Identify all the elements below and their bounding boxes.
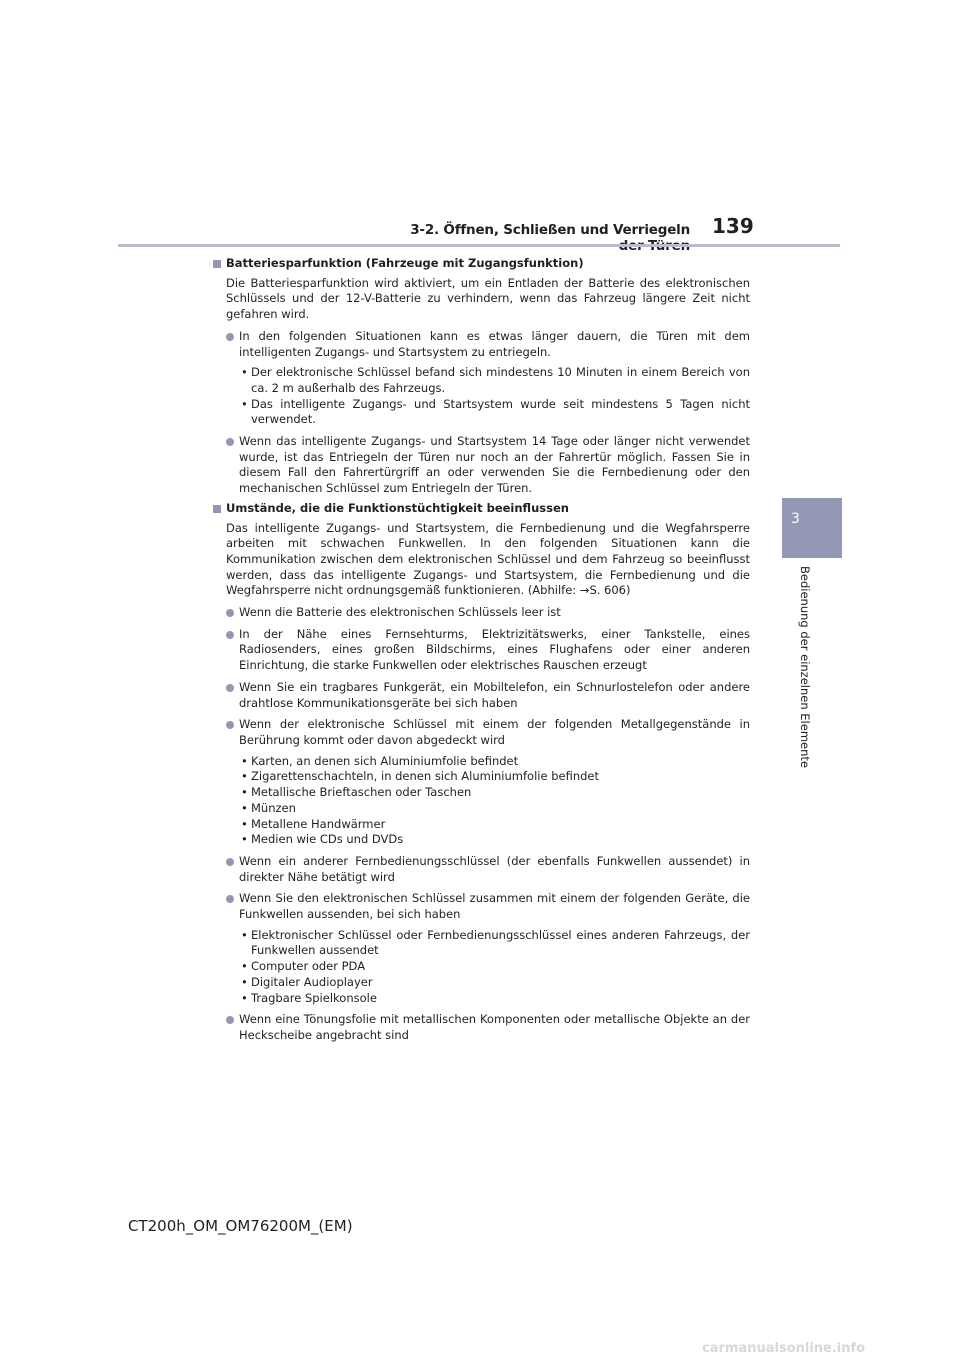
small-dot-icon: • (241, 800, 248, 815)
section-paragraph: Die Batteriesparfunktion wird aktiviert, um ein Entladen der Batterie des elektronischen Schlüssels und der 12-V-Batterie zu verhindern, wenn das Fahrzeug längere Zeit nicht gefahren wird. (226, 275, 750, 322)
bullet-item (213, 854, 750, 885)
circle-bullet-icon (226, 438, 234, 446)
circle-bullet-icon (226, 858, 234, 866)
square-bullet-icon (213, 260, 221, 268)
document-code: CT200h_OM_OM76200M_(EM) (128, 1217, 353, 1235)
sub-bullet-text: Tragbare Spielkonsole (251, 990, 377, 1005)
sub-bullet-item (213, 397, 750, 428)
bullet-text: Wenn der elektronische Schlüssel mit einem der folgenden Metallgegenstände in Berührung kommt oder davon abgedeckt wird (239, 717, 750, 747)
sub-bullet-text: Das intelligente Zugangs- und Startsystem wurde seit mindestens 5 Tagen nicht verwendet. (251, 396, 750, 427)
sub-bullet-item (213, 801, 750, 817)
bullet-text: Wenn das intelligente Zugangs- und Startsystem 14 Tage oder länger nicht verwendet wurde, ist das Entriegeln der Türen nur noch an der Fahrertür möglich. Fassen Sie in diesem Fall den Fahrertürgriff an oder verwenden Sie die Fernbedienung oder den mechanischen Schlüssel zum Entriegeln der Türen. (239, 434, 750, 496)
sub-bullet-text: Münzen (251, 800, 296, 815)
bullet-item (213, 1012, 750, 1043)
section-heading (213, 501, 750, 517)
small-dot-icon: • (241, 785, 248, 800)
bullet-item (213, 680, 750, 711)
content (213, 256, 750, 1044)
sub-bullet-item (213, 975, 750, 991)
circle-bullet-icon (226, 1016, 234, 1024)
bullet-text: Wenn Sie den elektronischen Schlüssel zusammen mit einem der folgenden Geräte, die Funkwellen aussenden, bei sich haben (239, 891, 750, 922)
watermark: carmanualsonline.info (702, 1341, 866, 1356)
small-dot-icon: • (241, 974, 248, 989)
sub-bullet-text: Der elektronische Schlüssel befand sich mindestens 10 Minuten in einem Bereich von ca. 2 m außerhalb des Fahrzeugs. (251, 365, 750, 395)
bullet-text: Wenn ein anderer Fernbedienungsschlüssel (der ebenfalls Funkwellen aussendet) in direkter Nähe betätigt wird (239, 853, 750, 884)
bullet-text: Wenn die Batterie des elektronischen Schlüssels leer ist (239, 605, 561, 620)
sub-bullet-item (213, 769, 750, 785)
bullet-item (213, 891, 750, 922)
bullet-item (213, 605, 750, 621)
bullet-item (213, 627, 750, 674)
sub-bullet-item (213, 832, 750, 848)
sub-bullet-item (213, 754, 750, 770)
circle-bullet-icon (226, 684, 234, 692)
small-dot-icon: • (241, 959, 248, 974)
circle-bullet-icon (226, 895, 234, 903)
section-heading-text: Umstände, die die Funktionstüchtigkeit beeinflussen (226, 500, 569, 515)
circle-bullet-icon (226, 721, 234, 729)
small-dot-icon: • (241, 396, 248, 411)
sub-bullet-item (213, 365, 750, 396)
small-dot-icon: • (241, 816, 248, 831)
sub-bullet-item (213, 817, 750, 833)
circle-bullet-icon (226, 609, 234, 617)
section-paragraph: Das intelligente Zugangs- und Startsystem, die Fernbedienung und die Wegfahrsperre arbeiten mit schwachen Funkwellen. In den folgenden Situationen kann die Kommunikation zwischen dem elektronischen Schlüssel und dem Fahrzeug so beeinflusst werden, dass das intelligente Zugangs- und Startsystem, die Fernbedienung und die Wegfahrsperre nicht ordnungsgemäß funktionieren. (Abhilfe: →S. 606) (226, 520, 750, 598)
page-number: 139 (712, 214, 754, 238)
chapter-tab (782, 498, 842, 558)
bullet-item (213, 329, 750, 360)
sub-bullet-text: Computer oder PDA (251, 959, 366, 974)
bullet-text: Wenn Sie ein tragbares Funkgerät, ein Mobiltelefon, ein Schnurlostelefon oder andere drahtlose Kommunikationsgeräte bei sich haben (239, 679, 750, 710)
sub-bullet-text: Medien wie CDs und DVDs (251, 832, 404, 847)
sub-bullet-item (213, 959, 750, 975)
header-rule (118, 244, 840, 247)
chapter-number: 3 (791, 511, 800, 527)
bullet-text: In der Nähe eines Fernsehturms, Elektrizitätswerks, einer Tankstelle, eines Radiosenders, eines großen Bildschirms, eines Flughafens oder einer anderen Einrichtung, die starke Funkwellen oder elektrisches Rauschen erzeugt (239, 626, 750, 673)
section-heading (213, 256, 750, 272)
bullet-text: In den folgenden Situationen kann es etwas länger dauern, die Türen mit dem intelligenten Zugangs- und Startsystem zu entriegeln. (239, 328, 750, 359)
circle-bullet-icon (226, 333, 234, 341)
small-dot-icon: • (241, 769, 248, 784)
small-dot-icon: • (241, 832, 248, 847)
section-heading-text: Batteriesparfunktion (Fahrzeuge mit Zugangsfunktion) (226, 256, 584, 270)
sub-bullet-item (213, 928, 750, 959)
small-dot-icon: • (241, 753, 248, 768)
section-header: 3-2. Öffnen, Schließen und Verriegeln (410, 222, 690, 238)
sub-bullet-text: Karten, an denen sich Aluminiumfolie befindet (251, 753, 519, 768)
sub-bullet-text: Elektronischer Schlüssel oder Fernbedienungsschlüssel eines anderen Fahrzeugs, der Funkwellen aussendet (251, 927, 750, 958)
sub-bullet-text: Zigarettenschachteln, in denen sich Aluminiumfolie befindet (251, 769, 599, 784)
sub-bullet-item (213, 785, 750, 801)
sub-bullet-text: Metallene Handwärmer (251, 816, 386, 831)
small-dot-icon: • (241, 990, 248, 1005)
chapter-title: Bedienung der einzelnen Elemente (798, 566, 812, 768)
bullet-item (213, 717, 750, 748)
bullet-text: Wenn eine Tönungsfolie mit metallischen Komponenten oder metallische Objekte an der Heckscheibe angebracht sind (239, 1012, 750, 1042)
sub-bullet-text: Digitaler Audioplayer (251, 974, 373, 989)
sub-bullet-text: Metallische Brieftaschen oder Taschen (251, 785, 472, 800)
bullet-item (213, 434, 750, 497)
small-dot-icon: • (241, 365, 248, 380)
small-dot-icon: • (241, 927, 248, 942)
square-bullet-icon (213, 505, 221, 513)
circle-bullet-icon (226, 631, 234, 639)
sub-bullet-item (213, 991, 750, 1007)
